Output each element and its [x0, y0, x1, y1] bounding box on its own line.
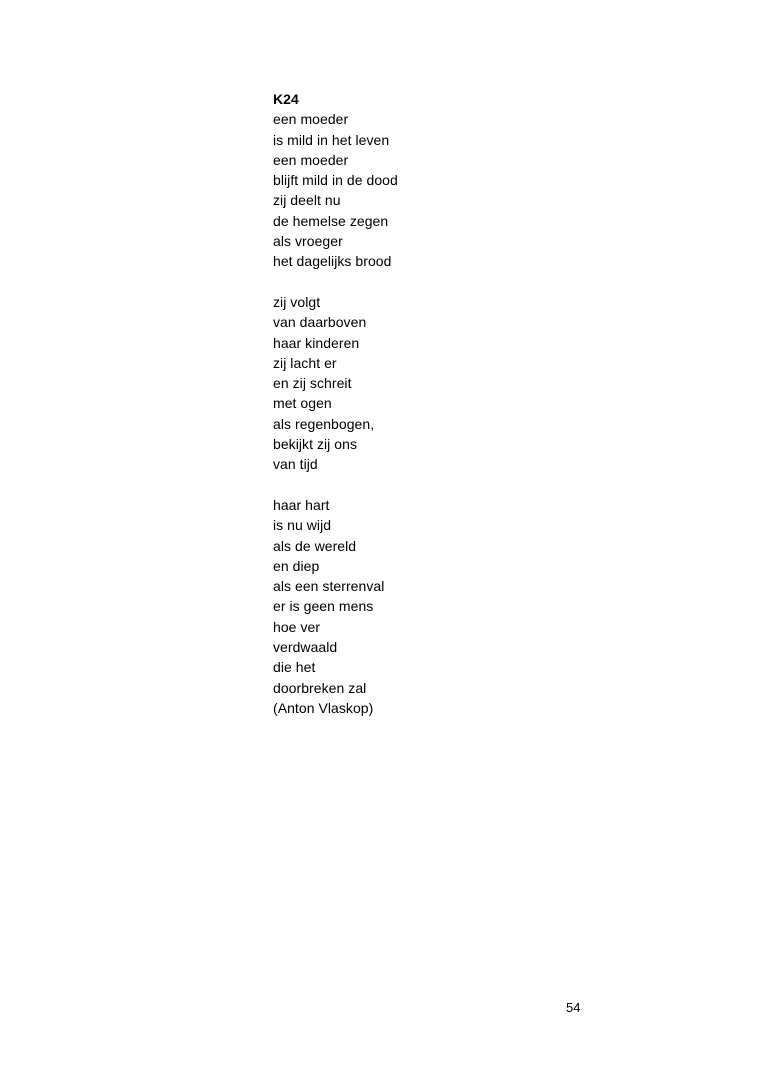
poem-author: (Anton Vlaskop) [273, 699, 374, 716]
poem-line: blijft mild in de dood [273, 172, 398, 189]
poem-line: haar hart [273, 496, 330, 513]
poem-line: zij lacht er [273, 354, 337, 371]
poem-line: het dagelijks brood [273, 253, 392, 270]
poem-line: als regenbogen, [273, 415, 375, 432]
poem-line: als een sterrenval [273, 578, 385, 595]
poem-line: die het [273, 659, 316, 676]
poem-line: de hemelse zegen [273, 212, 389, 229]
stanza-3 [273, 495, 633, 718]
poem-line: er is geen mens [273, 598, 374, 615]
poem-line: haar kinderen [273, 334, 360, 351]
page-number: 54 [566, 1000, 581, 1015]
poem-line: is mild in het leven [273, 131, 390, 148]
stanza-2 [273, 292, 633, 475]
poem-line: en diep [273, 557, 320, 574]
poem [273, 89, 633, 718]
poem-line: als de wereld [273, 537, 357, 554]
poem-line: zij deelt nu [273, 192, 341, 209]
poem-line: met ogen [273, 395, 332, 412]
poem-line: hoe ver [273, 618, 321, 635]
poem-line: als vroeger [273, 233, 343, 250]
poem-line: zij volgt [273, 293, 321, 310]
poem-line: een moeder [273, 111, 349, 128]
poem-line: bekijkt zij ons [273, 436, 358, 453]
poem-line: van daarboven [273, 314, 367, 331]
poem-title: K24 [273, 91, 299, 107]
poem-line: een moeder [273, 151, 349, 168]
poem-line: van tijd [273, 456, 318, 473]
poem-line: en zij schreit [273, 375, 352, 392]
poem-line: doorbreken zal [273, 679, 367, 696]
poem-line: is nu wijd [273, 517, 332, 534]
poem-line: verdwaald [273, 639, 338, 656]
stanza-1 [273, 109, 633, 271]
